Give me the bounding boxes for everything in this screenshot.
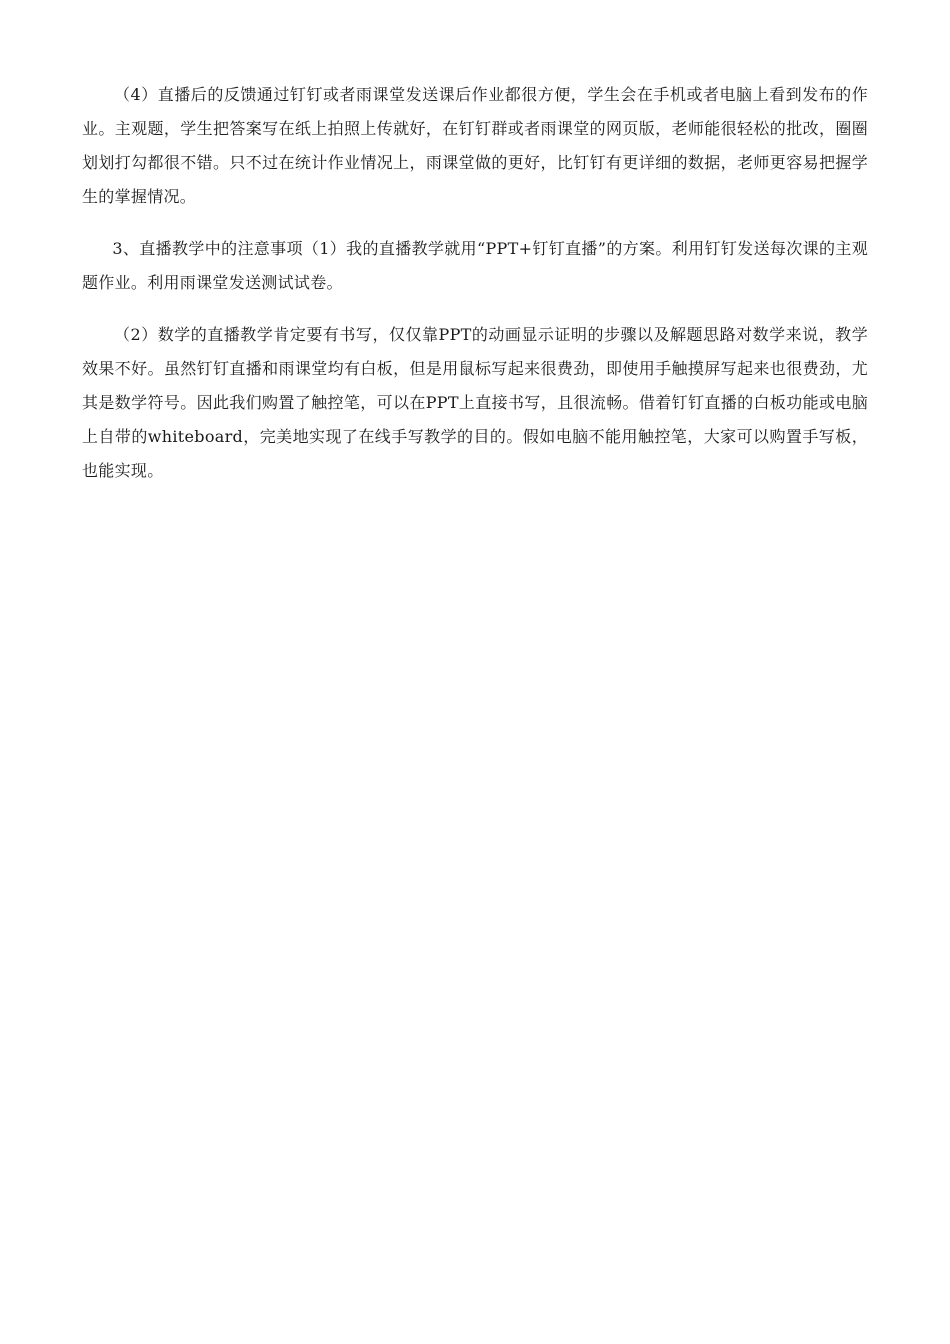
paragraph-feedback: （4）直播后的反馈通过钉钉或者雨课堂发送课后作业都很方便，学生会在手机或者电脑上看到发布的作业。主观题，学生把答案写在纸上拍照上传就好，在钉钉群或者雨课堂的网页版，老师能很轻松的批改，圈圈划划打勾都很不错。只不过在统计作业情况上，雨课堂做的更好，比钉钉有更详细的数据，老师更容易把握学生的掌握情况。 [82,85,868,206]
document-body [82,78,868,506]
paragraph-handwriting: （2）数学的直播教学肯定要有书写，仅仅靠PPT的动画显示证明的步骤以及解题思路对数学来说，教学效果不好。虽然钉钉直播和雨课堂均有白板，但是用鼠标写起来很费劲，即使用手触摸屏写起来也很费劲，尤其是数学符号。因此我们购置了触控笔，可以在PPT上直接书写，且很流畅。借着钉钉直播的白板功能或电脑上自带的whiteboard，完美地实现了在线手写教学的目的。假如电脑不能用触控笔，大家可以购置手写板，也能实现。 [82,325,868,480]
paragraph-notes: 3、直播教学中的注意事项（1）我的直播教学就用“PPT+钉钉直播”的方案。利用钉钉发送每次课的主观题作业。利用雨课堂发送测试试卷。 [82,239,868,292]
